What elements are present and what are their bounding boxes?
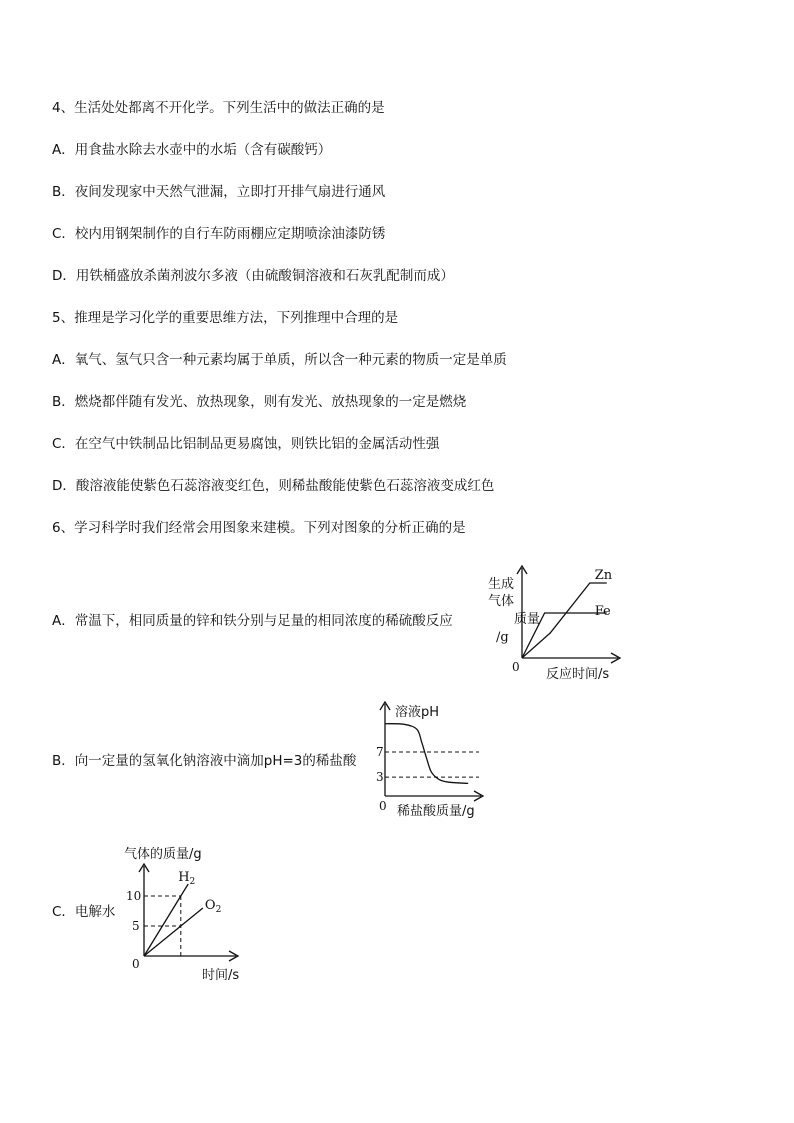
chart-c-ytick-10: 10 xyxy=(126,889,142,903)
question-4-option-a: A．用食盐水除去水壶中的水垢（含有碳酸钙） xyxy=(52,142,332,158)
question-6-stem: 6、学习科学时我们经常会用图象来建模。下列对图象的分析正确的是 xyxy=(52,520,466,536)
chart-zn-fe xyxy=(480,568,630,682)
chart-ph xyxy=(373,702,503,827)
question-6-option-c: C．电解水 xyxy=(52,904,116,920)
chart-b-ytick-3: 3 xyxy=(376,770,384,785)
chart-b-ytick-7: 7 xyxy=(376,745,384,759)
chart-a-xlabel: 反应时间/s xyxy=(546,667,610,682)
chart-c-label-o2: $O_2$ xyxy=(204,898,222,915)
question-4-stem: 4、生活处处都离不开化学。下列生活中的做法正确的是 xyxy=(52,100,385,116)
chart-b-series-ph xyxy=(385,724,468,784)
chart-a-label-zn: Zn xyxy=(594,568,613,583)
chart-c-xlabel: 时间/s xyxy=(202,968,240,983)
chart-c-label-h2: $H_2$ xyxy=(178,870,196,887)
question-5-option-b: B．燃烧都伴随有发光、放热现象，则有发光、放热现象的一定是燃烧 xyxy=(52,394,467,410)
question-4-option-d: D．用铁桶盛放杀菌剂波尔多液（由硫酸铜溶液和石灰乳配制而成） xyxy=(52,268,454,284)
chart-c-series-o2 xyxy=(144,908,203,956)
question-5-option-a: A．氧气、氢气只含一种元素均属于单质，所以含一种元素的物质一定是单质 xyxy=(52,352,507,368)
question-6-option-b: B．向一定量的氢氧化钠溶液中滴加pH=3的稀盐酸 xyxy=(52,753,357,769)
question-5-stem: 5、推理是学习化学的重要思维方法，下列推理中合理的是 xyxy=(52,310,399,326)
chart-c-ylabel: 气体的质量/g xyxy=(124,847,202,862)
question-4-option-c: C．校内用钢架制作的自行车防雨棚应定期喷涂油漆防锈 xyxy=(52,226,386,242)
chart-a-ylabel-line1: 生成 xyxy=(488,577,515,592)
chart-c-origin: 0 xyxy=(132,957,140,971)
question-4-option-b: B．夜间发现家中天然气泄漏，立即打开排气扇进行通风 xyxy=(52,184,386,200)
chart-a-label-fe: Fe xyxy=(594,604,611,619)
chart-c-ytick-5: 5 xyxy=(132,919,140,933)
question-6-option-a: A．常温下，相同质量的锌和铁分别与足量的相同浓度的稀硫酸反应 xyxy=(52,613,453,629)
chart-a-ylabel-line4: /g xyxy=(496,630,509,645)
chart-a-origin: 0 xyxy=(512,660,520,674)
chart-b-xlabel: 稀盐酸质量/g xyxy=(397,804,475,819)
question-5-option-c: C．在空气中铁制品比铝制品更易腐蚀，则铁比铝的金属活动性强 xyxy=(52,436,440,452)
question-5-option-d: D．酸溶液能使紫色石蕊溶液变红色，则稀盐酸能使紫色石蕊溶液变成红色 xyxy=(52,478,495,494)
chart-a-ylabel-line3: 质量 xyxy=(514,612,541,627)
chart-b-ylabel: 溶液pH xyxy=(395,705,440,720)
chart-a-ylabel-line2: 气体 xyxy=(488,594,515,609)
chart-c-series-h2 xyxy=(144,884,188,956)
chart-electrolysis xyxy=(118,840,258,985)
chart-b-origin: 0 xyxy=(379,799,387,813)
